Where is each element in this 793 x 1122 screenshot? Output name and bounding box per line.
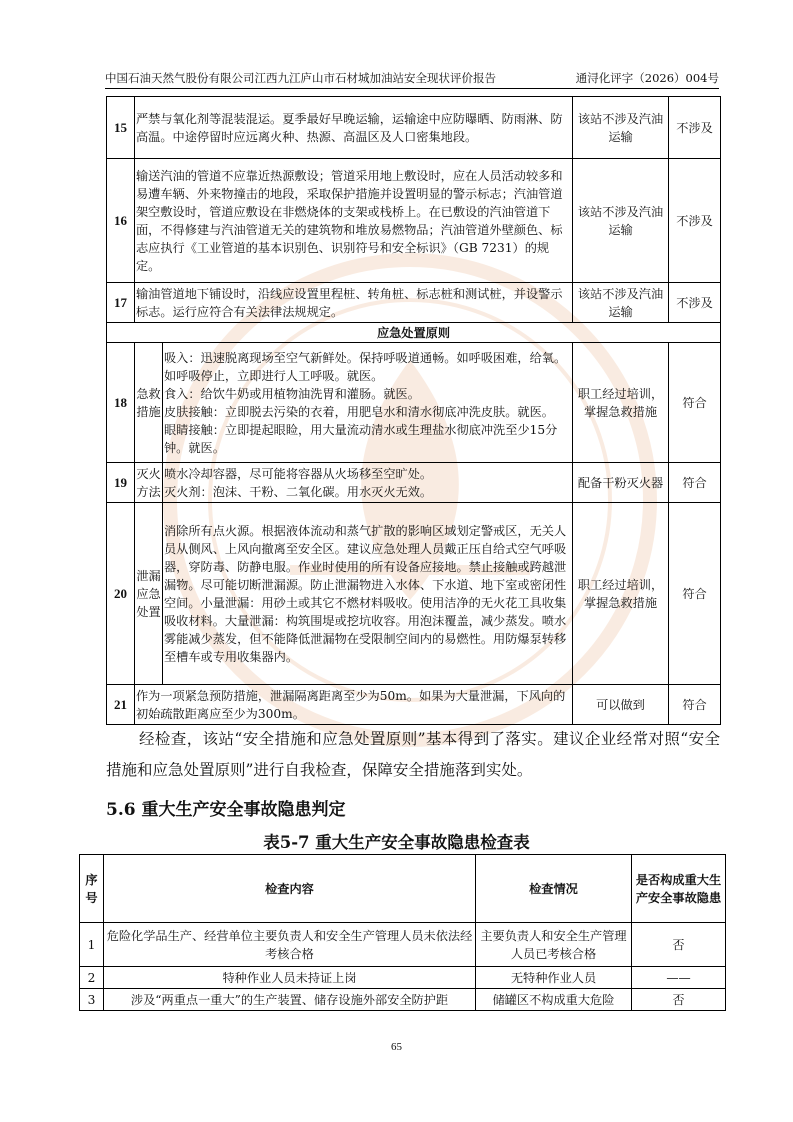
check-result: 不涉及 [669, 283, 721, 323]
row-number: 3 [80, 989, 104, 1011]
row-number: 2 [80, 967, 104, 989]
table-row [107, 343, 721, 463]
check-situation: 主要负责人和安全生产管理人员已考核合格 [476, 923, 632, 967]
check-result: 符合 [669, 503, 721, 685]
check-situation: 配备干粉灭火器 [573, 463, 669, 503]
content-line: 喷水冷却容器，尽可能将容器从火场移至空旷处。 [164, 466, 433, 481]
check-result: 不涉及 [669, 159, 721, 283]
header-report-number: 通浔化评字（2026）004号 [575, 71, 719, 85]
row-number: 18 [107, 343, 135, 463]
header-number: 序号 [80, 855, 104, 923]
check-result: 不涉及 [669, 97, 721, 159]
table-row [107, 685, 721, 725]
check-content [163, 343, 573, 463]
check-content [163, 463, 573, 503]
safety-measures-table [106, 96, 721, 725]
row-number: 15 [107, 97, 135, 159]
row-number: 21 [107, 685, 135, 725]
check-content: 消除所有点火源。根据液体流动和蒸气扩散的影响区域划定警戒区，无关人员从侧风、上风向撤离至安全区。建议应急处理人员戴正压自给式空气呼吸器，穿防毒、防静电服。作业时使用的所有设备应接地。禁止接触或跨越泄漏物。尽可能切断泄漏源。防止泄漏物进入水体、下水道、地下室或密闭性空间。小量泄漏：用砂土或其它不燃材料吸收。使用洁净的无火花工具收集吸收材料。大量泄漏：构筑围堤或挖坑收容。用泡沫覆盖，减少蒸发。喷水雾能减少蒸发，但不能降低泄漏物在受限制空间内的易燃性。用防爆泵转移至槽车或专用收集器内。 [163, 503, 573, 685]
header-content: 检查内容 [104, 855, 476, 923]
content-line: 皮肤接触：立即脱去污染的衣着，用肥皂水和清水彻底冲洗皮肤。就医。 [164, 404, 554, 419]
check-content: 输送汽油的管道不应靠近热源敷设；管道采用地上敷设时，应在人员活动较多和易遭车辆、外来物撞击的地段，采取保护措施并设置明显的警示标志；汽油管道架空敷设时，管道应敷设在非燃烧体的支架或栈桥上。在已敷设的汽油管道下面，不得修建与汽油管道无关的建筑物和堆放易燃物品；汽油管道外壁颜色、标志应执行《工业管道的基本识别色、识别符号和安全标识》（GB 7231）的规定。 [135, 159, 573, 283]
check-content: 输油管道地下铺设时，沿线应设置里程桩、转角桩、标志桩和测试桩，并设警示标志。运行应符合有关法律法规规定。 [135, 283, 573, 323]
check-result: 否 [632, 923, 726, 967]
check-result: 符合 [669, 463, 721, 503]
header-left-text: 中国石油天然气股份有限公司江西九江庐山市石材城加油站安全现状评价报告 [105, 71, 496, 85]
category-label: 急救措施 [135, 343, 163, 463]
check-situation: 该站不涉及汽油运输 [573, 97, 669, 159]
table-row [80, 989, 726, 1011]
check-situation: 无特种作业人员 [476, 967, 632, 989]
category-label: 泄漏应急处置 [135, 503, 163, 685]
check-result: 符合 [669, 685, 721, 725]
check-situation: 该站不涉及汽油运输 [573, 159, 669, 283]
table-section-row [107, 323, 721, 343]
table-row [107, 159, 721, 283]
page-number: 65 [391, 1041, 402, 1053]
summary-paragraph: 经检查，该站“安全措施和应急处置原则”基本得到了落实。建议企业经常对照“安全措施和应急处置原则”进行自我检查，保障安全措施落到实处。 [106, 730, 720, 779]
check-result: 否 [632, 989, 726, 1011]
row-number: 1 [80, 923, 104, 967]
content-line: 眼睛接触：立即提起眼睑，用大量流动清水或生理盐水彻底冲洗至少15分钟。就医。 [164, 422, 558, 455]
content-line: 吸入：迅速脱离现场至空气新鲜处。保持呼吸道通畅。如呼吸困难，给氧。如呼吸停止，立即进行人工呼吸。就医。 [164, 350, 567, 383]
table-row [107, 503, 721, 685]
check-situation: 职工经过培训，掌握急救措施 [573, 503, 669, 685]
check-situation: 该站不涉及汽油运输 [573, 283, 669, 323]
content-line: 灭火剂：泡沫、干粉、二氧化碳。用水灭火无效。 [164, 484, 433, 499]
category-label: 灭火方法 [135, 463, 163, 503]
table-row [107, 97, 721, 159]
header-result: 是否构成重大生产安全事故隐患 [632, 855, 726, 923]
row-number: 16 [107, 159, 135, 283]
check-result: —— [632, 967, 726, 989]
table-row [107, 463, 721, 503]
check-content: 严禁与氧化剂等混装混运。夏季最好早晚运输，运输途中应防曝晒、防雨淋、防高温。中途停留时应远离火种、热源、高温区及人口密集地段。 [135, 97, 573, 159]
check-situation: 职工经过培训，掌握急救措施 [573, 343, 669, 463]
hazard-check-table [79, 854, 726, 1011]
check-situation: 可以做到 [573, 685, 669, 725]
row-number: 20 [107, 503, 135, 685]
check-content: 特种作业人员未持证上岗 [104, 967, 476, 989]
row-number: 17 [107, 283, 135, 323]
table-header-row [80, 855, 726, 923]
table-row [80, 923, 726, 967]
table-row [80, 967, 726, 989]
section-heading: 5.6 重大生产安全事故隐患判定 [106, 800, 346, 820]
table-row [107, 283, 721, 323]
section-title: 应急处置原则 [107, 323, 721, 343]
check-content: 涉及“两重点一重大”的生产装置、储存设施外部安全防护距 [104, 989, 476, 1011]
row-number: 19 [107, 463, 135, 503]
content-line: 食入：给饮牛奶或用植物油洗胃和灌肠。就医。 [164, 386, 420, 401]
check-content: 作为一项紧急预防措施，泄漏隔离距离至少为50m。如果为大量泄漏，下风向的初始疏散距离应至少为300m。 [135, 685, 573, 725]
page-header [105, 68, 719, 89]
table-title: 表5-7 重大生产安全事故隐患检查表 [263, 833, 530, 852]
check-content: 危险化学品生产、经营单位主要负责人和安全生产管理人员未依法经考核合格 [104, 923, 476, 967]
check-situation: 储罐区不构成重大危险 [476, 989, 632, 1011]
check-result: 符合 [669, 343, 721, 463]
header-situation: 检查情况 [476, 855, 632, 923]
